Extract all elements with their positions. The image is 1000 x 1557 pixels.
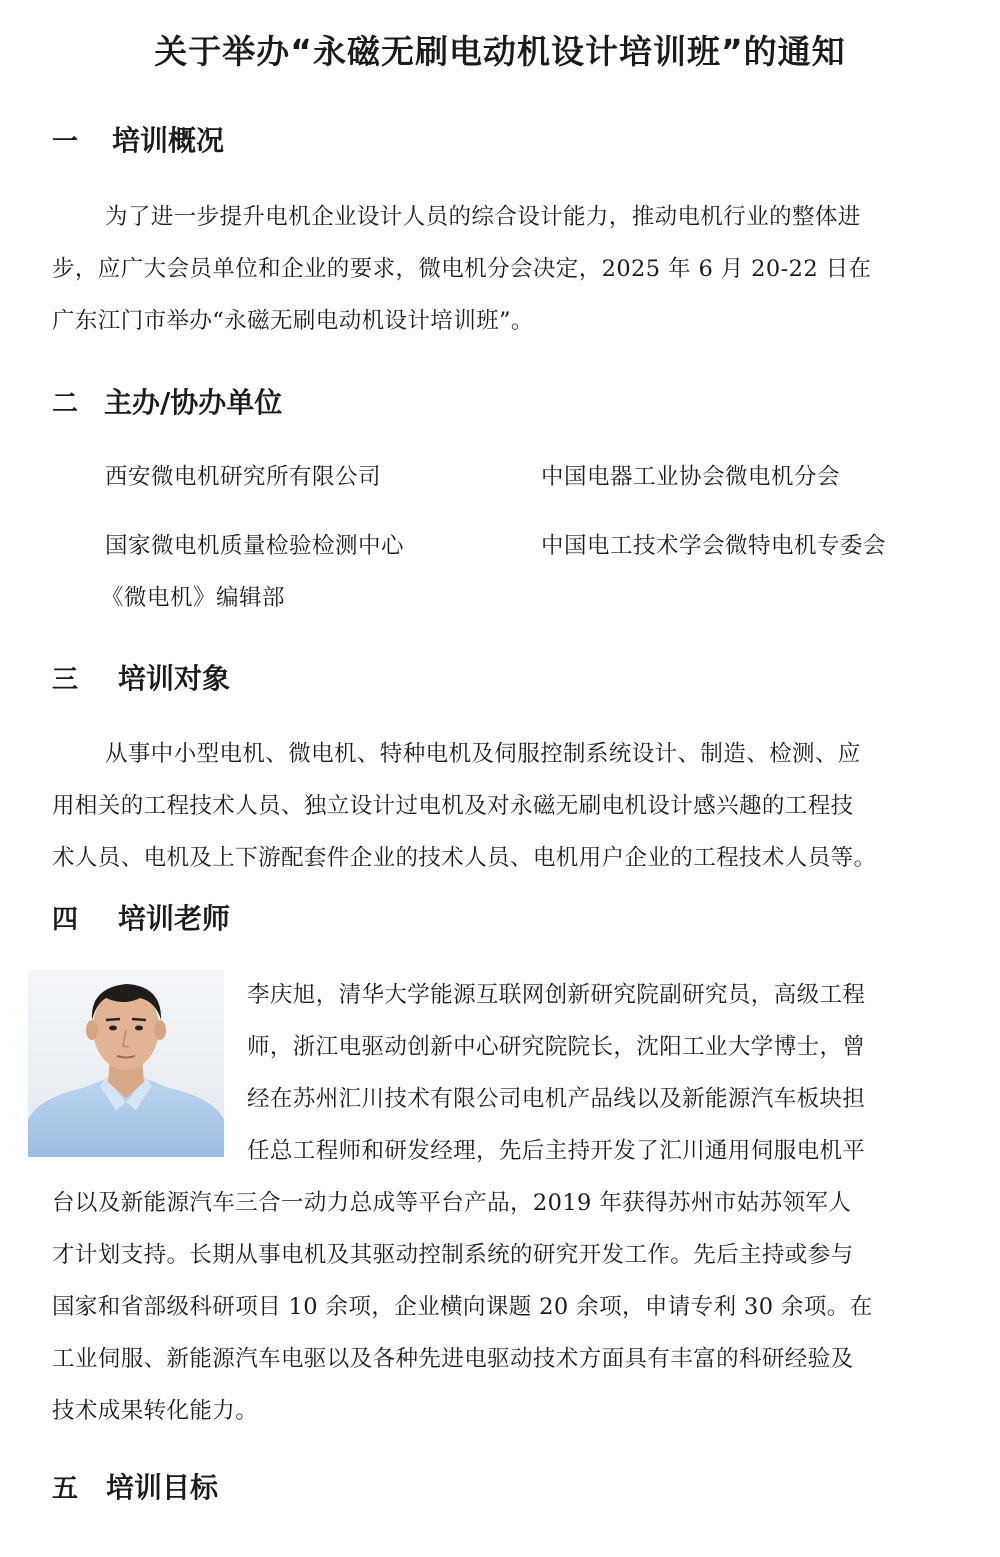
organizer-item: 中国电器工业协会微电机分会 <box>541 464 841 490</box>
teacher-bio-line-4: 任总工程师和研发经理，先后主持开发了汇川通用伺服电机平 <box>247 1138 866 1164</box>
overview-line-2: 步，应广大会员单位和企业的要求，微电机分会决定，2025 年 6 月 20-22 日在 <box>52 256 872 282</box>
teacher-portrait-icon <box>28 970 224 1157</box>
page-title: 关于举办“永磁无刷电动机设计培训班”的通知 <box>154 32 846 71</box>
organizer-item: 西安微电机研究所有限公司 <box>105 464 382 490</box>
section-2-number: 二 <box>52 389 79 419</box>
section-4-title: 培训老师 <box>118 902 231 935</box>
section-3-title: 培训对象 <box>118 662 231 695</box>
audience-line-2: 用相关的工程技术人员、独立设计过电机及对永磁无刷电机设计感兴趣的工程技 <box>52 793 854 819</box>
organizer-item: 国家微电机质量检验检测中心 <box>105 533 405 559</box>
section-4-number: 四 <box>52 905 79 935</box>
overview-line-3: 广东江门市举办“永磁无刷电动机设计培训班”。 <box>52 308 534 334</box>
audience-line-3: 术人员、电机及上下游配套件企业的技术人员、电机用户企业的工程技术人员等。 <box>52 845 877 871</box>
section-5-title: 培训目标 <box>106 1471 219 1504</box>
teacher-bio-line-9: 技术成果转化能力。 <box>52 1398 259 1424</box>
section-1-number: 一 <box>52 127 79 157</box>
organizer-item: 中国电工技术学会微特电机专委会 <box>541 533 887 559</box>
section-5-number: 五 <box>52 1474 79 1504</box>
teacher-bio-line-2: 师，浙江电驱动创新中心研究院院长，沈阳工业大学博士，曾 <box>247 1034 866 1060</box>
teacher-bio-line-6: 才计划支持。长期从事电机及其驱动控制系统的研究开发工作。先后主持或参与 <box>52 1242 854 1268</box>
section-1-title: 培训概况 <box>112 124 225 157</box>
overview-line-1: 为了进一步提升电机企业设计人员的综合设计能力，推动电机行业的整体进 <box>105 204 861 230</box>
teacher-bio-line-3: 经在苏州汇川技术有限公司电机产品线以及新能源汽车板块担 <box>247 1086 866 1112</box>
audience-line-1: 从事中小型电机、微电机、特种电机及伺服控制系统设计、制造、检测、应 <box>105 741 861 767</box>
teacher-photo <box>28 970 224 1157</box>
organizer-item: 《微电机》编辑部 <box>101 585 286 611</box>
teacher-bio-line-8: 工业伺服、新能源汽车电驱以及各种先进电驱动技术方面具有丰富的科研经验及 <box>52 1346 854 1372</box>
section-3-number: 三 <box>52 665 79 695</box>
teacher-bio-line-7: 国家和省部级科研项目 10 余项，企业横向课题 20 余项，申请专利 30 余项。在 <box>52 1294 873 1320</box>
section-2-title: 主办/协办单位 <box>104 386 283 419</box>
teacher-bio-line-5: 台以及新能源汽车三合一动力总成等平台产品，2019 年获得苏州市姑苏领军人 <box>52 1190 852 1216</box>
teacher-bio-line-1: 李庆旭，清华大学能源互联网创新研究院副研究员，高级工程 <box>247 982 866 1008</box>
